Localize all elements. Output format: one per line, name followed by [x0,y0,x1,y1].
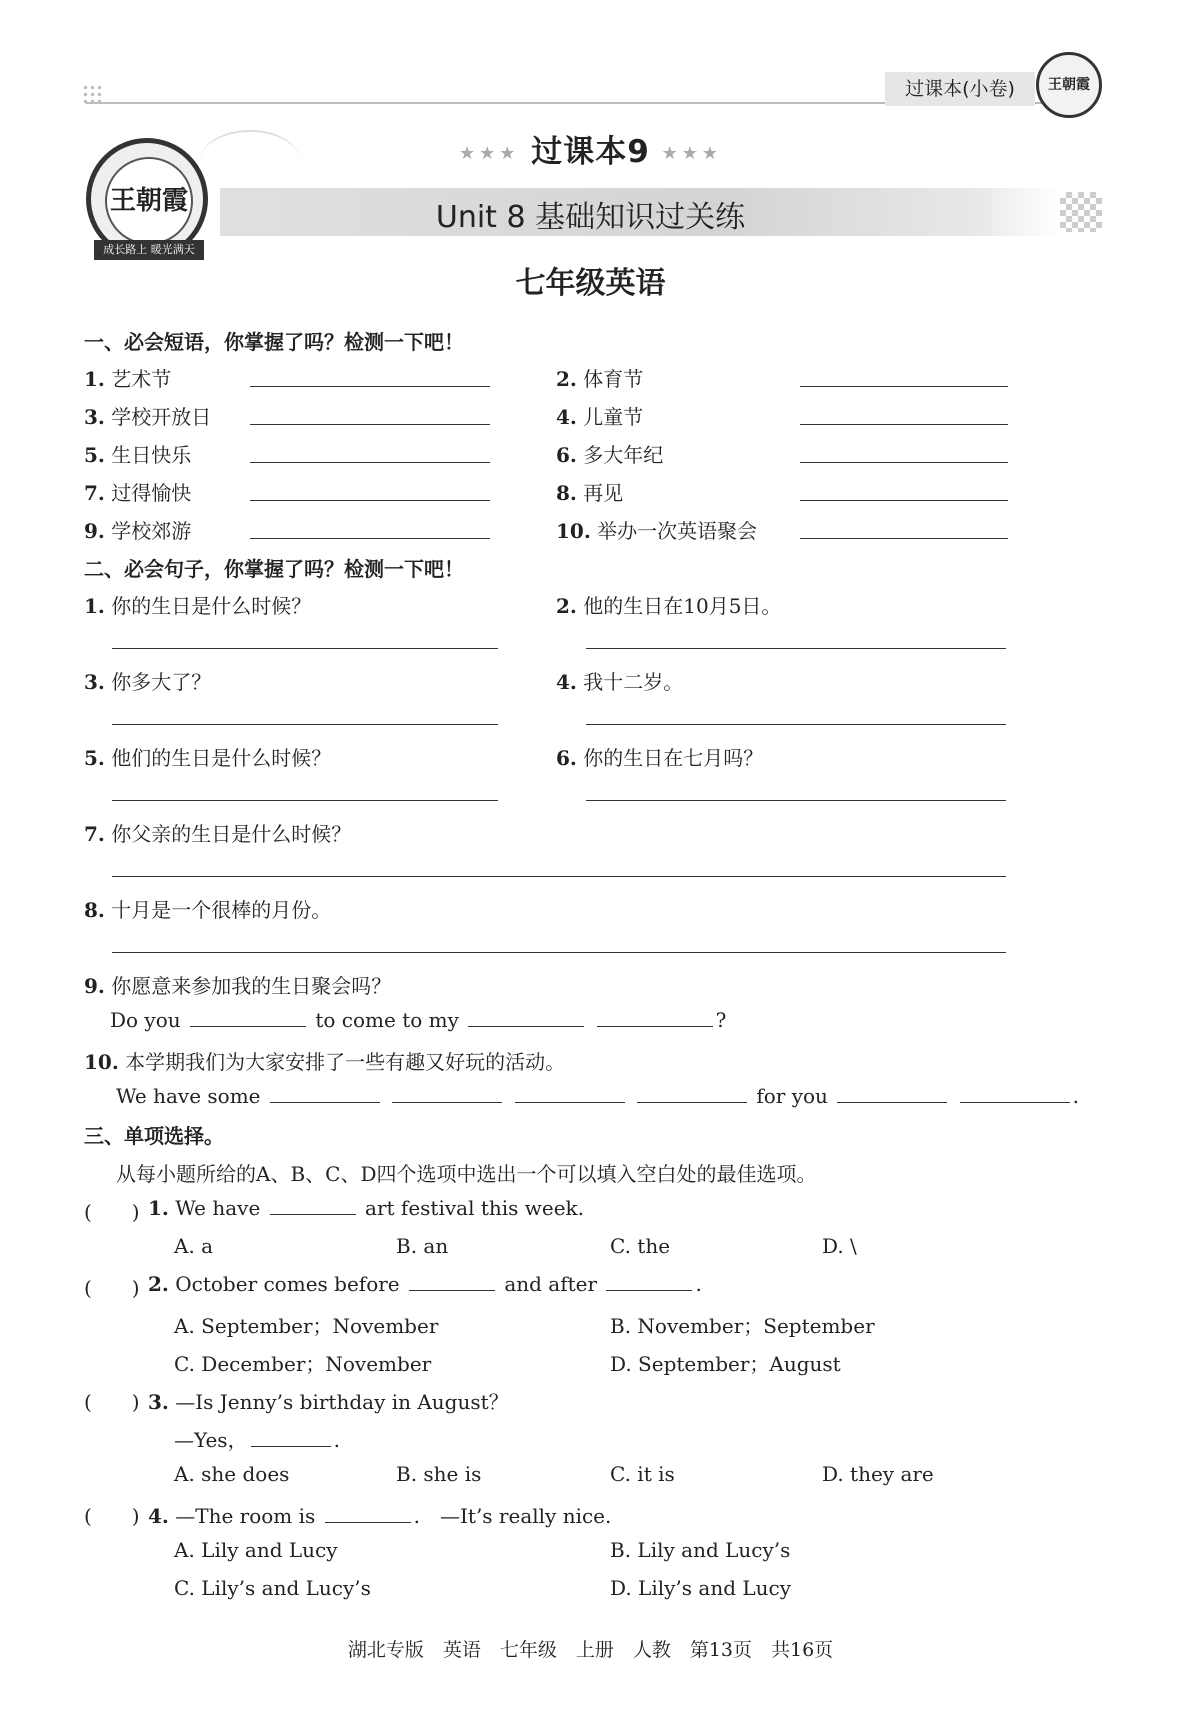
booklet-tag: 过课本(小卷) [885,72,1035,106]
section3-instruction: 从每小题所给的A、B、C、D四个选项中选出一个可以填入空白处的最佳选项。 [116,1162,817,1186]
answer-blank[interactable] [250,386,490,387]
fill-blank[interactable] [515,1101,625,1103]
option-b[interactable]: B. she is [396,1462,482,1486]
sentence-item: 2. 他的生日在10月5日。 [556,594,782,618]
answer-blank[interactable] [250,500,490,501]
phrase-item: 6. 多大年纪 [556,443,664,467]
stars-left-icon: ★★★ [458,143,520,164]
phrase-item: 3. 学校开放日 [84,405,212,429]
option-c[interactable]: C. December；November [174,1352,432,1376]
phrase-item: 5. 生日快乐 [84,443,192,467]
question-stem: 4. —The room is . —It’s really nice. [148,1504,612,1528]
fill-blank[interactable] [468,1025,584,1027]
fill-blank [270,1213,356,1215]
answer-paren[interactable]: ( ) [84,1390,140,1414]
phrase-item: 10. 举办一次英语聚会 [556,519,758,543]
phrase-item: 8. 再见 [556,481,624,505]
question-stem: 1. We have art festival this week. [148,1196,585,1220]
fill-blank[interactable] [392,1101,502,1103]
phrase-item: 2. 体育节 [556,367,644,391]
option-c[interactable]: C. it is [610,1462,675,1486]
page-title-text: 过课本9 [531,134,650,170]
answer-blank[interactable] [800,462,1008,463]
sentence-item: 10. 本学期我们为大家安排了一些有趣又好玩的活动。 [84,1050,566,1074]
option-b[interactable]: B. an [396,1234,449,1258]
option-d[interactable]: D. they are [822,1462,934,1486]
small-logo: 王朝霞 [1036,52,1102,118]
fill-blank [606,1289,692,1291]
answer-line[interactable] [112,952,1006,953]
option-b[interactable]: B. November；September [610,1314,875,1338]
answer-line[interactable] [112,800,498,801]
decor-dots [82,84,102,104]
option-a[interactable]: A. she does [174,1462,290,1486]
sentence-item: 4. 我十二岁。 [556,670,684,694]
option-d[interactable]: D. September；August [610,1352,841,1376]
answer-blank[interactable] [250,462,490,463]
phrase-item: 1. 艺术节 [84,367,172,391]
answer-line[interactable] [586,648,1006,649]
stars-right-icon: ★★★ [661,143,722,164]
brand-logo-text: 王朝霞 [105,157,193,245]
sentence-item: 3. 你多大了？ [84,670,212,694]
fill-blank [325,1521,411,1523]
option-c[interactable]: C. Lily’s and Lucy’s [174,1576,371,1600]
option-b[interactable]: B. Lily and Lucy’s [610,1538,791,1562]
answer-line[interactable] [586,724,1006,725]
section1-heading: 一、必会短语，你掌握了吗？检测一下吧！ [84,330,464,354]
sentence-item: 1. 你的生日是什么时候？ [84,594,312,618]
answer-line[interactable] [112,724,498,725]
answer-line[interactable] [112,876,1006,877]
question-stem-line2: —Yes， . [174,1428,340,1452]
fill-sentence: We have some for you . [116,1084,1079,1108]
answer-blank[interactable] [800,424,1008,425]
page-footer: 湖北专版 英语 七年级 上册 人教 第13页 共16页 [347,1639,834,1661]
answer-paren[interactable]: ( ) [84,1200,140,1224]
sentence-item: 6. 你的生日在七月吗？ [556,746,764,770]
sentence-item: 8. 十月是一个很棒的月份。 [84,898,332,922]
option-c[interactable]: C. the [610,1234,671,1258]
option-a[interactable]: A. September；November [174,1314,439,1338]
answer-line[interactable] [586,800,1006,801]
option-a[interactable]: A. Lily and Lucy [174,1538,338,1562]
option-d[interactable]: D. \ [822,1234,857,1258]
answer-paren[interactable]: ( ) [84,1504,140,1528]
answer-line[interactable] [112,648,498,649]
answer-blank[interactable] [800,386,1008,387]
question-stem: 2. October comes before and after . [148,1272,702,1296]
option-a[interactable]: A. a [174,1234,214,1258]
fill-blank[interactable] [190,1025,306,1027]
phrase-item: 9. 学校郊游 [84,519,192,543]
page-title [0,126,1181,171]
fill-blank[interactable] [960,1101,1070,1103]
fill-blank [251,1445,331,1447]
grade-title: 七年级英语 [515,266,666,301]
fill-blank[interactable] [637,1101,747,1103]
fill-sentence: Do you to come to my ? [110,1008,727,1032]
answer-blank[interactable] [250,424,490,425]
sentence-item: 7. 你父亲的生日是什么时候？ [84,822,352,846]
answer-paren[interactable]: ( ) [84,1276,140,1300]
fill-blank[interactable] [837,1101,947,1103]
question-stem: 3. —Is Jenny’s birthday in August？ [148,1390,509,1414]
sentence-item: 5. 他们的生日是什么时候？ [84,746,332,770]
section3-heading: 三、单项选择。 [84,1124,224,1148]
fill-blank[interactable] [270,1101,380,1103]
answer-blank[interactable] [800,500,1008,501]
sentence-item: 9. 你愿意来参加我的生日聚会吗？ [84,974,392,998]
phrase-item: 4. 儿童节 [556,405,644,429]
section2-heading: 二、必会句子，你掌握了吗？检测一下吧！ [84,557,464,581]
fill-blank [409,1289,495,1291]
unit-title: Unit 8 基础知识过关练 [435,200,746,235]
option-d[interactable]: D. Lily’s and Lucy [610,1576,792,1600]
phrase-item: 7. 过得愉快 [84,481,192,505]
brand-ribbon: 成长路上 暖光满天 [94,240,204,260]
answer-blank[interactable] [250,538,490,539]
fill-blank[interactable] [597,1025,713,1027]
answer-blank[interactable] [800,538,1008,539]
